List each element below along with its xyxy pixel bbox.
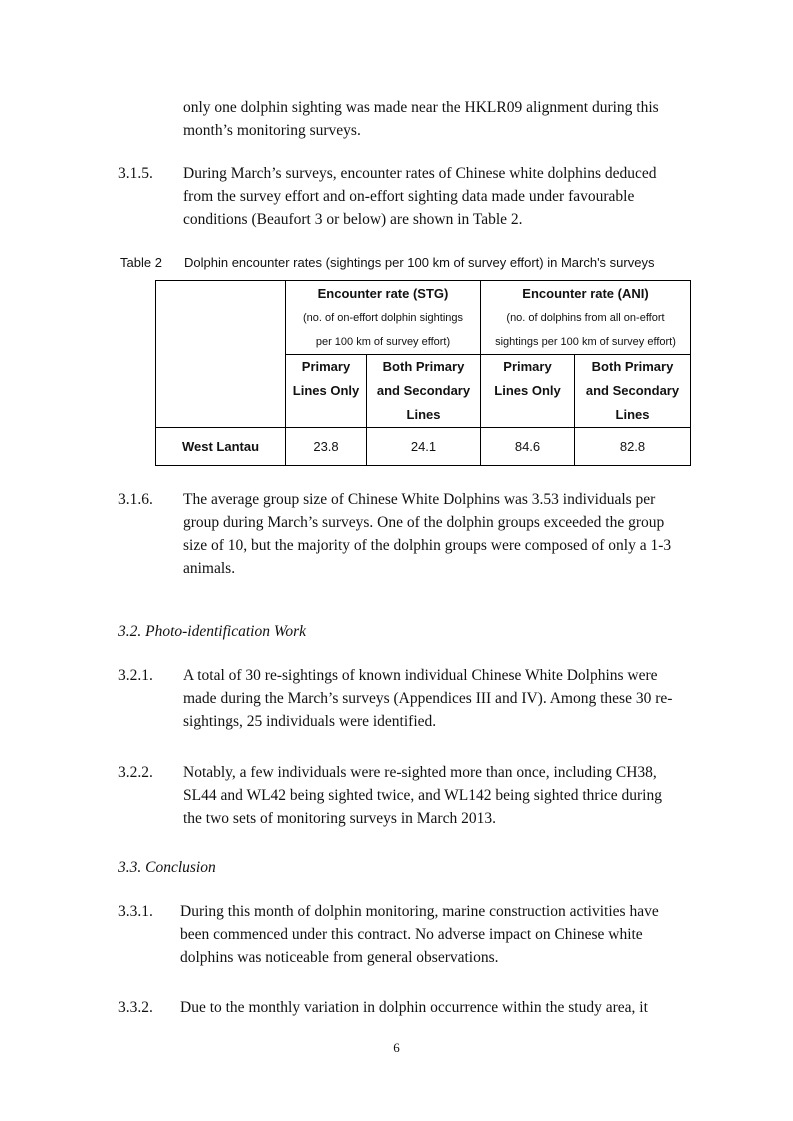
stg-primary-header-line-1: Primary [301, 359, 351, 374]
ani-note-line-2: sightings per 100 km of survey effort) [495, 336, 676, 348]
intro-paragraph: only one dolphin sighting was made near the HKLR09 alignment during this month’s monitoring surveys. [183, 99, 659, 139]
encounter-rate-table [155, 280, 691, 466]
section-number-3-2-2: 3.2.2. [118, 764, 153, 781]
stg-note-line-1: (no. of on-effort dolphin sightings [302, 312, 463, 324]
section-number-3-1-5: 3.1.5. [118, 165, 153, 182]
ani-primary-header [481, 355, 575, 428]
stg-primary-header-line-2: Lines Only [292, 383, 360, 398]
section-number-3-1-6: 3.1.6. [118, 491, 153, 508]
stg-both-header [367, 355, 481, 428]
page-number: 6 [393, 1040, 400, 1055]
stg-both-header-line-2: and Secondary [376, 383, 471, 398]
ani-primary-header-line-2: Lines Only [494, 383, 561, 398]
ani-note-line-1: (no. of dolphins from all on-effort [506, 312, 665, 324]
paragraph-3-3-1: During this month of dolphin monitoring, marine construction activities have been commenced under this contract. No adverse impact on Chinese white dolphins was noticeable from general observations. [180, 903, 659, 966]
stg-title: Encounter rate (STG) [317, 286, 449, 301]
section-number-3-3-2: 3.3.2. [118, 999, 153, 1016]
paragraph-3-3-2: Due to the monthly variation in dolphin occurrence within the study area, it [180, 999, 648, 1016]
stg-primary-header [286, 355, 367, 428]
heading-3-3: 3.3. Conclusion [118, 859, 216, 876]
ani-title: Encounter rate (ANI) [522, 286, 649, 301]
table-row [156, 428, 691, 466]
table-caption [120, 255, 655, 270]
stg-note-line-2: per 100 km of survey effort) [315, 336, 451, 348]
paragraph-3-1-6: The average group size of Chinese White Dolphins was 3.53 individuals per group during March’s surveys. One of the dolphin groups exceeded the group size of 10, but the majority of the dolphin groups were composed of only a 1-3 animals. [183, 491, 672, 577]
ani-both-header-line-2: and Secondary [585, 383, 680, 398]
section-number-3-3-1: 3.3.1. [118, 903, 153, 920]
ani-primary-value: 84.6 [481, 428, 575, 466]
stg-both-header-line-1: Both Primary [382, 359, 465, 374]
ani-both-header-line-1: Both Primary [591, 359, 674, 374]
ani-both-value: 82.8 [575, 428, 691, 466]
row-label-west-lantau: West Lantau [156, 428, 286, 466]
table-label: Table 2 [120, 255, 162, 270]
table-title: Dolphin encounter rates (sightings per 100 km of survey effort) in March's surveys [184, 255, 655, 270]
ani-primary-header-line-1: Primary [503, 359, 552, 374]
heading-3-2: 3.2. Photo-identification Work [118, 623, 306, 640]
table-corner-cell [156, 281, 286, 428]
ani-both-header-line-3: Lines [615, 407, 650, 422]
paragraph-3-1-5: During March’s surveys, encounter rates of Chinese white dolphins deduced from the survey effort and on-effort sighting data made under favourable conditions (Beaufort 3 or below) are shown in Table 2. [183, 165, 657, 228]
ani-both-header [575, 355, 691, 428]
stg-both-value: 24.1 [367, 428, 481, 466]
section-number-3-2-1: 3.2.1. [118, 667, 153, 684]
stg-header [286, 281, 481, 355]
stg-both-header-line-3: Lines [406, 407, 441, 422]
stg-primary-value: 23.8 [286, 428, 367, 466]
ani-header [481, 281, 691, 355]
paragraph-3-2-1: A total of 30 re-sightings of known individual Chinese White Dolphins were made during the March’s surveys (Appendices III and IV). Among these 30 re-sightings, 25 individuals were identified. [183, 667, 673, 730]
paragraph-3-2-2: Notably, a few individuals were re-sighted more than once, including CH38, SL44 and WL42 being sighted twice, and WL142 being sighted thrice during the two sets of monitoring surveys in March 2013. [183, 764, 662, 827]
